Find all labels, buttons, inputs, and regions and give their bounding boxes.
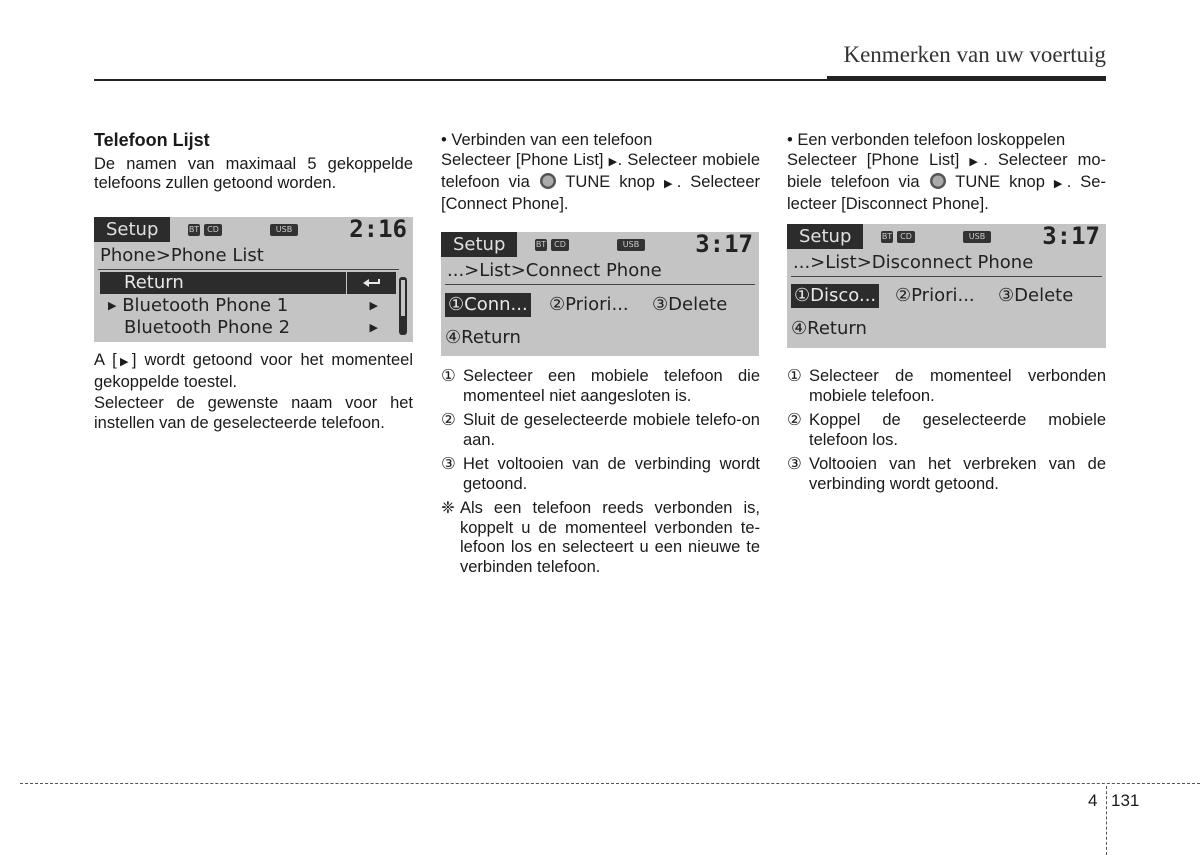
list-item: ③ Het voltooien van de verbinding wordt getoond. — [441, 455, 760, 493]
page-number: 131 — [1111, 791, 1140, 810]
lcd-status-bar — [441, 232, 759, 257]
option-disconnect[interactable]: ①Disco... — [791, 284, 879, 308]
list-item: ❈ Als een telefoon reeds verbonden is, koppelt u de momenteel verbonden te-lefoon los en selecteert u een nieuwe te verbinden telefoon. — [441, 499, 760, 576]
play-arrow-icon: ▶ — [1053, 178, 1067, 190]
column-connect-steps — [441, 367, 760, 582]
list-item: ① Selecteer de momenteel verbonden mobiele telefoon. — [787, 367, 1106, 405]
lcd-status-bar — [787, 224, 1106, 249]
lcd-setup-label: Setup — [787, 224, 863, 249]
play-arrow-icon: ▶ — [116, 356, 132, 368]
option-delete[interactable]: ③Delete — [998, 285, 1074, 306]
lcd-breadcrumb: ...>List>Disconnect Phone — [793, 252, 1034, 273]
column-disconnect-phone — [787, 131, 1106, 214]
header-rule-thick — [827, 76, 1106, 81]
header-rule-thin — [94, 79, 827, 81]
tune-knob-icon — [929, 173, 947, 191]
option-return[interactable]: ④Return — [791, 318, 867, 339]
lcd-breadcrumb: ...>List>Connect Phone — [447, 260, 662, 281]
step-list — [441, 367, 760, 577]
select-note: Selecteer de gewenste naam voor het instellen van de geselecteerde telefoon. — [94, 394, 413, 432]
lcd-clock: 2:16 — [349, 217, 407, 243]
list-item: ② Koppel de geselecteerde mobiele telefoon los. — [787, 411, 1106, 449]
lcd-return-row[interactable] — [100, 272, 346, 294]
section-title: • Verbinden van een telefoon — [441, 131, 653, 149]
list-item: ① Selecteer een mobiele telefoon die momenteel niet aangesloten is. — [441, 367, 760, 405]
section-heading: Telefoon Lijst — [94, 130, 210, 150]
list-item: ② Sluit de geselecteerde mobiele telefo-on aan. — [441, 411, 760, 449]
play-arrow-icon: ▶ — [969, 155, 984, 168]
bluetooth-icon: BT — [188, 225, 200, 234]
option-priority[interactable]: ②Priori... — [895, 285, 975, 306]
option-return[interactable]: ④Return — [445, 327, 521, 348]
play-arrow-icon: ▶ — [663, 178, 677, 190]
lcd-setup-label: Setup — [94, 217, 170, 242]
option-delete[interactable]: ③Delete — [652, 294, 728, 315]
phone-name: Bluetooth Phone 2 — [124, 317, 291, 338]
lcd-divider — [98, 269, 399, 270]
usb-icon: USB — [270, 224, 298, 236]
page-header-title: Kenmerken van uw voertuig — [843, 42, 1106, 67]
return-arrow-icon — [361, 275, 383, 291]
instructions: Selecteer [Phone List] ▶. Selecteer mobiele telefoon via TUNE knop ▶. Selecteer [Connect Phone]. — [441, 150, 761, 213]
lcd-clock: 3:17 — [695, 232, 753, 258]
chevron-right-icon: ▶ — [369, 299, 378, 312]
chapter-number: 4 — [1088, 791, 1098, 810]
lcd-disconnect-phone — [787, 224, 1106, 348]
bluetooth-icon: BT — [881, 232, 893, 241]
lcd-scrollbar[interactable] — [399, 277, 407, 335]
option-priority[interactable]: ②Priori... — [549, 294, 629, 315]
column-phone-list-notes — [94, 351, 413, 433]
footer-divider — [20, 783, 1200, 784]
lcd-connect-phone — [441, 232, 759, 356]
cd-icon: CD — [204, 224, 222, 236]
lcd-return-label: Return — [124, 272, 184, 293]
option-connect[interactable]: ①Conn... — [445, 293, 531, 317]
play-arrow-icon: ▶ — [608, 155, 618, 168]
column-phone-list — [94, 131, 413, 194]
lcd-status-bar — [94, 217, 413, 242]
list-item: ③ Voltooien van het verbreken van de verbinding wordt getoond. — [787, 455, 1106, 493]
lcd-phone-list — [94, 217, 413, 342]
column-connect-phone — [441, 131, 760, 214]
column-disconnect-steps — [787, 367, 1106, 499]
lcd-row-phone-2[interactable] — [108, 317, 378, 339]
instructions: Selecteer [Phone List] ▶. Selecteer mo-biele telefoon via TUNE knop ▶. Se-lecteer [Disconnect Phone]. — [787, 150, 1107, 213]
usb-icon: USB — [617, 239, 645, 251]
lcd-clock: 3:17 — [1042, 224, 1100, 250]
cd-icon: CD — [551, 239, 569, 251]
connected-marker-icon: ▶ — [108, 299, 117, 312]
lcd-row-phone-1[interactable] — [108, 295, 378, 317]
lcd-divider — [445, 284, 755, 285]
lcd-return-button[interactable] — [347, 272, 396, 294]
bluetooth-icon: BT — [535, 240, 547, 249]
cd-icon: CD — [897, 231, 915, 243]
lcd-setup-label: Setup — [441, 232, 517, 257]
intro-text: De namen van maximaal 5 gekoppelde telefoons zullen getoond worden. — [94, 154, 413, 192]
chevron-right-icon: ▶ — [369, 321, 378, 334]
usb-icon: USB — [963, 231, 991, 243]
tune-knob-icon — [539, 173, 557, 191]
lcd-divider — [791, 276, 1102, 277]
step-list — [787, 367, 1106, 494]
connected-note: A [▶] wordt getoond voor het momenteel gekoppelde toestel. — [94, 351, 414, 391]
lcd-breadcrumb: Phone>Phone List — [100, 245, 264, 266]
footer-page-divider — [1106, 786, 1107, 855]
phone-name: Bluetooth Phone 1 — [122, 295, 289, 316]
section-title: • Een verbonden telefoon loskoppelen — [787, 131, 1066, 149]
scroll-thumb — [401, 280, 405, 316]
